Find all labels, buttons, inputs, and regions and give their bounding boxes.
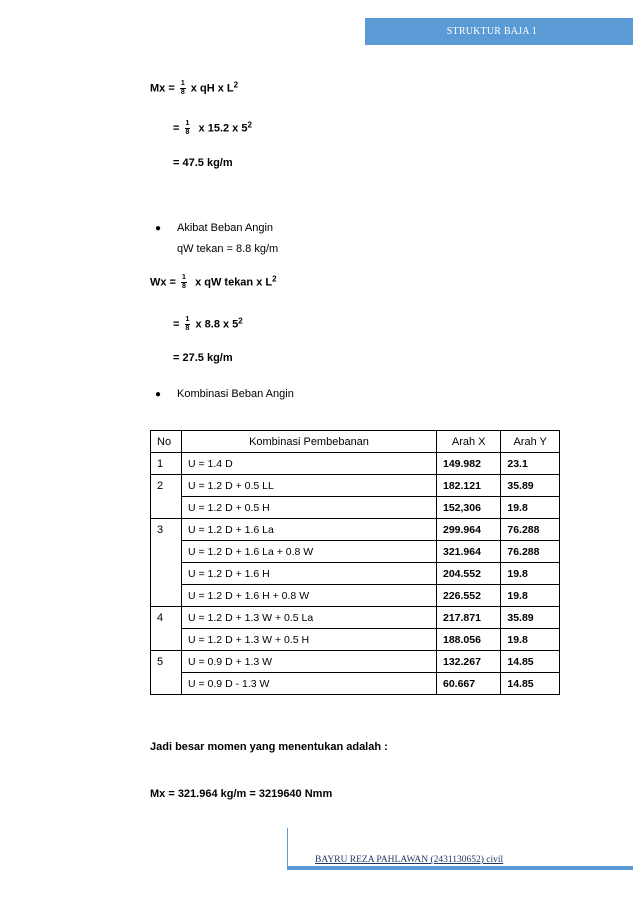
row-formula: U = 1.2 D + 1.6 H + 0.8 W xyxy=(182,585,437,607)
bullet-icon: ● xyxy=(155,223,162,234)
row-arah-y: 35.89 xyxy=(501,607,560,629)
table-header-row xyxy=(151,431,560,453)
row-arah-y: 23.1 xyxy=(501,453,560,475)
table-row xyxy=(151,541,560,563)
row-formula: U = 1.2 D + 1.3 W + 0.5 La xyxy=(182,607,437,629)
row-arah-x: 321.964 xyxy=(437,541,501,563)
row-formula: U = 0.9 D - 1.3 W xyxy=(182,673,437,695)
row-formula: U = 1.2 D + 1.3 W + 0.5 H xyxy=(182,629,437,651)
row-formula: U = 1.2 D + 1.6 La xyxy=(182,519,437,541)
bullet-icon: ● xyxy=(155,389,162,400)
row-arah-y: 19.8 xyxy=(501,585,560,607)
table-row xyxy=(151,651,560,673)
row-formula: U = 0.9 D + 1.3 W xyxy=(182,651,437,673)
row-number: 2 xyxy=(151,475,182,497)
row-arah-y: 14.85 xyxy=(501,673,560,695)
table-row xyxy=(151,673,560,695)
table-row xyxy=(151,519,560,541)
row-formula: U = 1.2 D + 1.6 H xyxy=(182,563,437,585)
row-arah-x: 299.964 xyxy=(437,519,501,541)
fraction-one-eighth: $\frac{1}{8}$ xyxy=(180,80,185,96)
header-title: STRUKTUR BAJA 1 xyxy=(446,26,537,37)
header-no: No xyxy=(151,431,182,453)
row-number xyxy=(151,541,182,563)
table-row xyxy=(151,563,560,585)
row-formula: U = 1.2 D + 0.5 H xyxy=(182,497,437,519)
table-row xyxy=(151,453,560,475)
row-number xyxy=(151,563,182,585)
header-arah-y: Arah Y xyxy=(501,431,560,453)
row-arah-y: 14.85 xyxy=(501,651,560,673)
footer-author: BAYRU REZA PAHLAWAN (2431130652) civil xyxy=(315,855,504,865)
wx-formula: Wx = $\frac{1}{8}$ x qW tekan x $L^2$ xyxy=(150,274,277,290)
row-arah-x: 149.982 xyxy=(437,453,501,475)
row-arah-x: 226.552 xyxy=(437,585,501,607)
row-formula: U = 1.4 D xyxy=(182,453,437,475)
row-arah-x: 152,306 xyxy=(437,497,501,519)
row-arah-y: 35.89 xyxy=(501,475,560,497)
row-arah-x: 182.121 xyxy=(437,475,501,497)
row-arah-x: 132.267 xyxy=(437,651,501,673)
table-row xyxy=(151,607,560,629)
row-arah-y: 19.8 xyxy=(501,629,560,651)
row-formula: U = 1.2 D + 1.6 La + 0.8 W xyxy=(182,541,437,563)
bullet-kombinasi-beban-angin: ● Kombinasi Beban Angin xyxy=(155,388,294,400)
wx-result: = 27.5 kg/m xyxy=(173,352,233,364)
table-row xyxy=(151,497,560,519)
mx-step-1: = $\frac{1}{8}$ x 15.2 x $5^2$ xyxy=(173,120,252,136)
row-arah-y: 19.8 xyxy=(501,563,560,585)
header-kombinasi: Kombinasi Pembebanan xyxy=(182,431,437,453)
row-arah-y: 76.288 xyxy=(501,519,560,541)
row-arah-x: 60.667 xyxy=(437,673,501,695)
row-number xyxy=(151,673,182,695)
load-combination-table xyxy=(150,430,560,695)
table-row xyxy=(151,585,560,607)
row-arah-x: 188.056 xyxy=(437,629,501,651)
row-number xyxy=(151,585,182,607)
conclusion-sentence: Jadi besar momen yang menentukan adalah : xyxy=(150,741,388,753)
mx-result: = 47.5 kg/m xyxy=(173,157,233,169)
wx-step-1: = $\frac{1}{8}$ x 8.8 x $5^2$ xyxy=(173,316,243,332)
header-arah-x: Arah X xyxy=(437,431,501,453)
table-row xyxy=(151,629,560,651)
qw-tekan-value: qW tekan = 8.8 kg/m xyxy=(177,243,279,255)
row-arah-x: 217.871 xyxy=(437,607,501,629)
row-number xyxy=(151,629,182,651)
row-arah-y: 19.8 xyxy=(501,497,560,519)
table-row xyxy=(151,475,560,497)
row-arah-x: 204.552 xyxy=(437,563,501,585)
page-header xyxy=(365,18,633,45)
row-number: 4 xyxy=(151,607,182,629)
bullet-akibat-beban-angin: ● Akibat Beban Angin xyxy=(155,222,274,234)
conclusion-result: Mx = 321.964 kg/m = 3219640 Nmm xyxy=(150,788,333,800)
row-arah-y: 76.288 xyxy=(501,541,560,563)
row-number: 3 xyxy=(151,519,182,541)
row-number: 5 xyxy=(151,651,182,673)
row-number xyxy=(151,497,182,519)
mx-formula: Mx = $\frac{1}{8}$ x qH x $L^2$ xyxy=(150,80,239,96)
row-number: 1 xyxy=(151,453,182,475)
row-formula: U = 1.2 D + 0.5 LL xyxy=(182,475,437,497)
